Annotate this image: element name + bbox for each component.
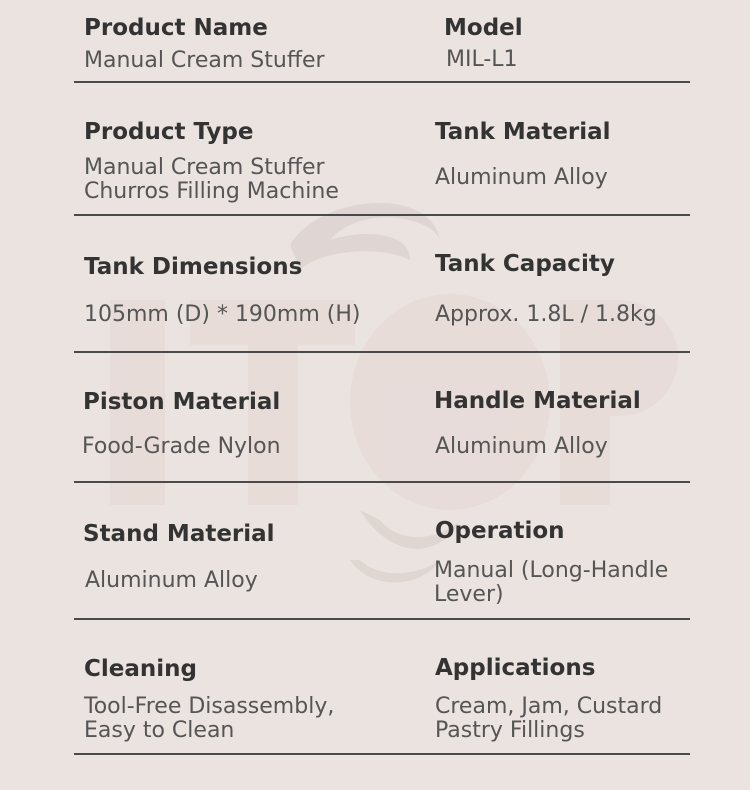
cleaning-value-line-1: Tool-Free Disassembly, — [84, 694, 335, 719]
stand-material-label: Stand Material — [83, 521, 275, 547]
watermark-text: ITOP — [0, 0, 3, 1]
handle-material-label: Handle Material — [434, 388, 641, 414]
spec-row-product-name — [74, 0, 690, 83]
cleaning-value-line-2: Easy to Clean — [84, 718, 235, 743]
stand-material-value: Aluminum Alloy — [85, 568, 258, 593]
operation-label: Operation — [435, 518, 565, 544]
model-label: Model — [444, 15, 523, 41]
tank-material-label: Tank Material — [435, 119, 611, 145]
tank-material-value: Aluminum Alloy — [435, 165, 608, 190]
spec-row-stand-material — [74, 483, 690, 620]
operation-value-line-2: Lever) — [434, 582, 504, 607]
cleaning-label: Cleaning — [84, 656, 197, 682]
handle-material-value: Aluminum Alloy — [435, 434, 608, 459]
tank-capacity-value: Approx. 1.8L / 1.8kg — [435, 302, 657, 327]
piston-material-label: Piston Material — [83, 389, 281, 415]
spec-row-tank-dimensions — [74, 216, 690, 353]
product-type-value-line-1: Manual Cream Stuffer — [84, 155, 325, 180]
product-name-value: Manual Cream Stuffer — [84, 48, 325, 73]
tank-dimensions-value: 105mm (D) * 190mm (H) — [84, 302, 361, 327]
spec-row-piston-material — [74, 353, 690, 483]
spec-table — [74, 0, 690, 755]
product-type-label: Product Type — [84, 119, 254, 145]
operation-value-line-1: Manual (Long-Handle — [434, 558, 669, 583]
applications-value-line-2: Pastry Fillings — [435, 718, 585, 743]
tank-dimensions-label: Tank Dimensions — [84, 254, 303, 280]
tank-capacity-label: Tank Capacity — [435, 251, 615, 277]
applications-value-line-1: Cream, Jam, Custard — [435, 694, 663, 719]
piston-material-value: Food-Grade Nylon — [82, 434, 281, 459]
model-value: MIL-L1 — [446, 47, 518, 72]
spec-row-product-type — [74, 83, 690, 216]
product-name-label: Product Name — [84, 15, 268, 41]
spec-row-cleaning — [74, 620, 690, 755]
applications-label: Applications — [435, 655, 596, 681]
product-type-value-line-2: Churros Filling Machine — [84, 179, 339, 204]
